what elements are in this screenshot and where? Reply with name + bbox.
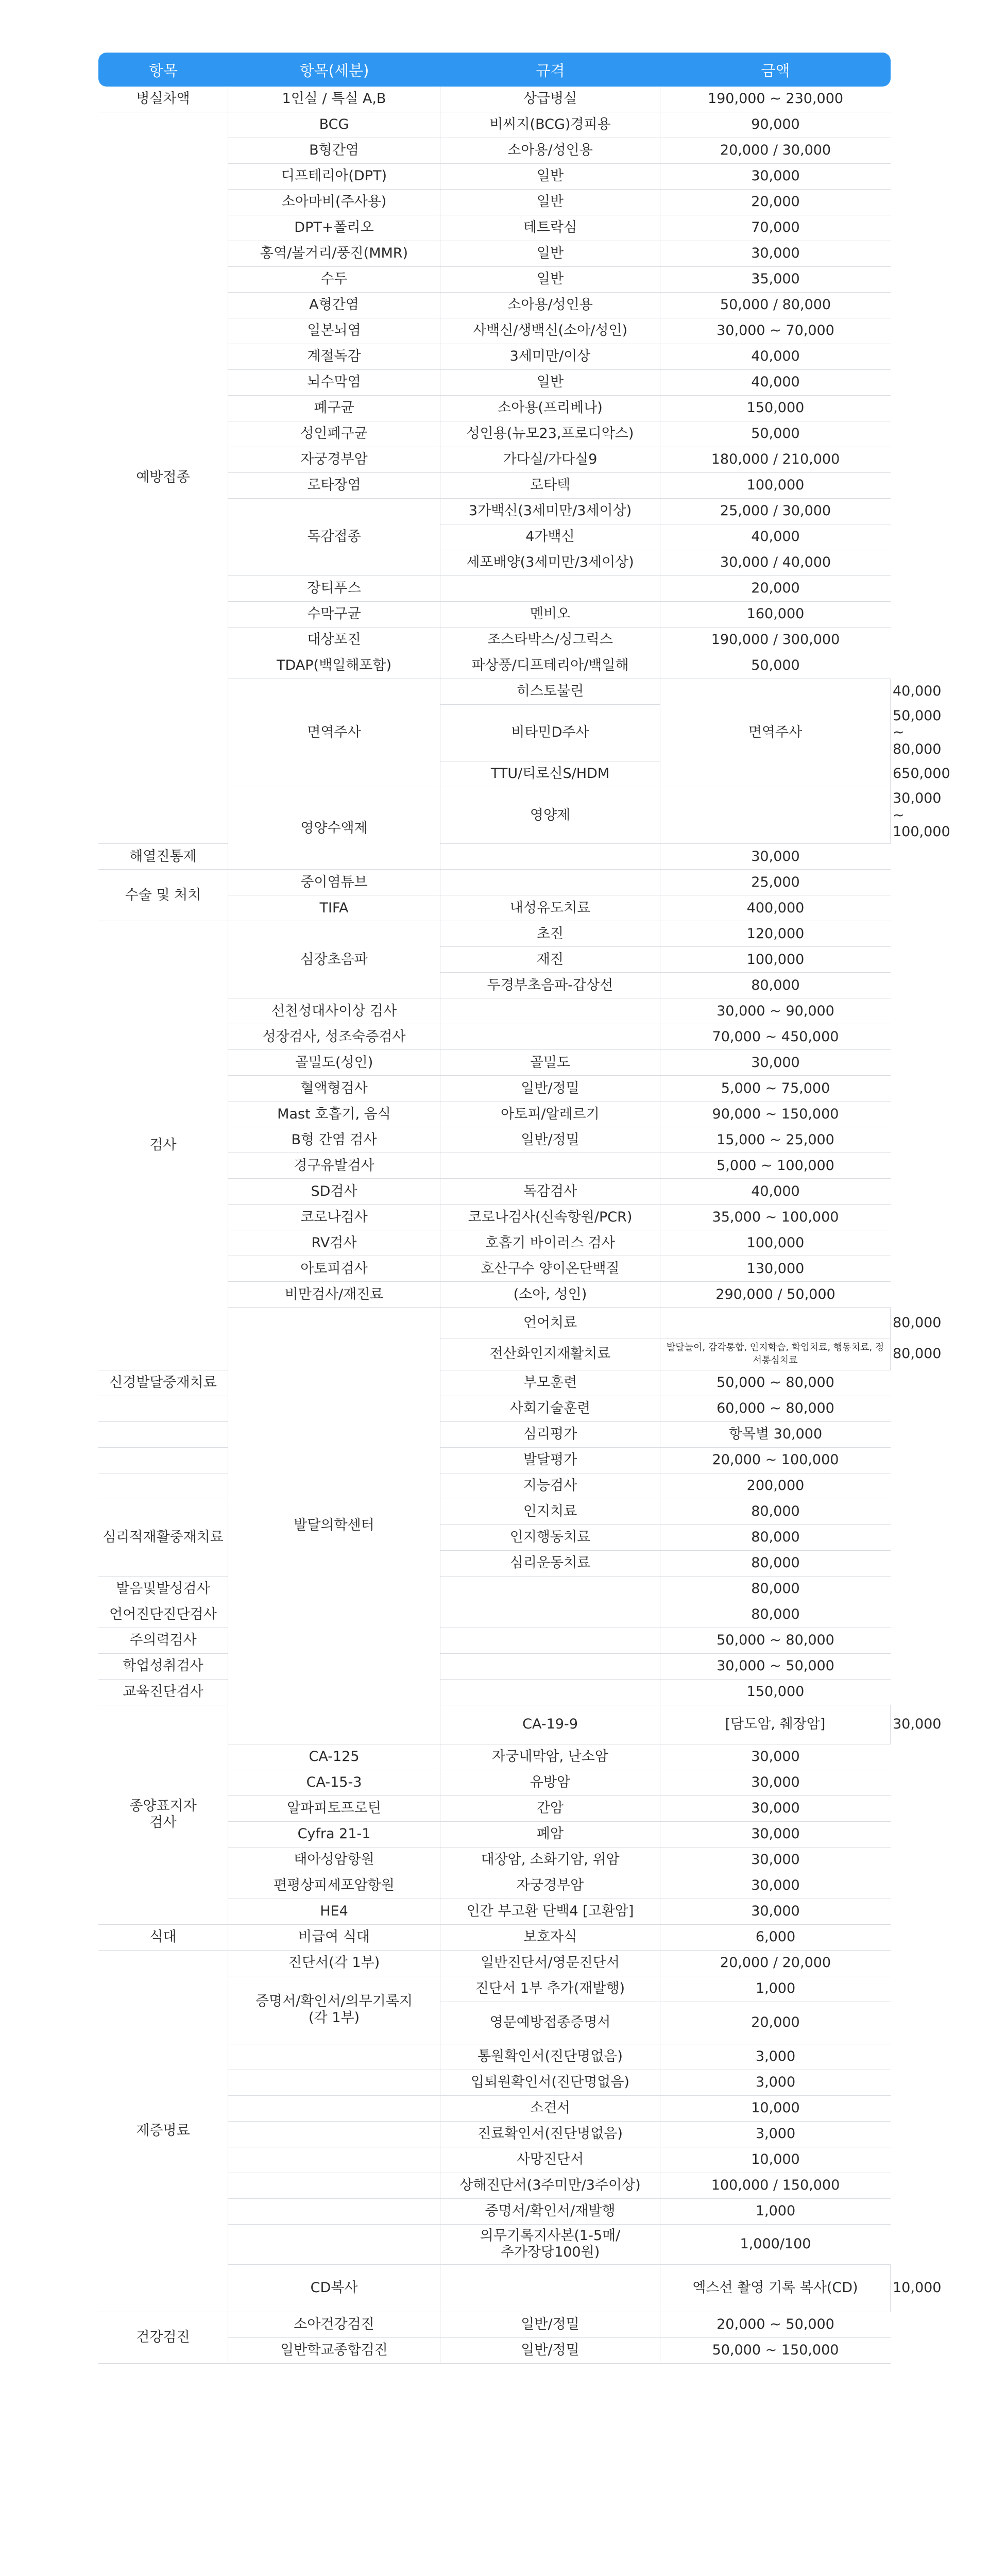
row-subcategory: BCG xyxy=(228,112,440,138)
row-subcategory: 심장초음파 xyxy=(228,921,440,998)
row-subcategory: 1인실 / 특실 A,B xyxy=(228,87,440,112)
row-subcategory: Cyfra 21-1 xyxy=(228,1822,440,1848)
row-subcategory: CA-15-3 xyxy=(228,1770,440,1796)
row-price: 15,000 ~ 25,000 xyxy=(660,1127,891,1153)
row-price: 3,000 xyxy=(660,2070,891,2096)
row-price: 30,000 xyxy=(660,241,891,267)
row-price: 35,000 ~ 100,000 xyxy=(660,1205,891,1230)
row-price: 80,000 xyxy=(660,1551,891,1577)
row-spec: 일반 xyxy=(440,190,660,215)
table-row: 면역주사 히스토불린 면역주사 40,000 xyxy=(98,679,891,705)
row-price: 30,000 ~ 90,000 xyxy=(660,998,891,1024)
row-spec: 골밀도 xyxy=(440,1050,660,1076)
row-spec: 일반/정밀 xyxy=(440,1076,660,1101)
row-spec: 폐암 xyxy=(440,1822,660,1848)
row-subcategory: 진단서(각 1부) xyxy=(228,1951,440,1976)
row-spec xyxy=(440,1628,660,1654)
table-header-row xyxy=(98,53,891,87)
row-price: 50,000 / 80,000 xyxy=(660,293,891,318)
row-spec: 발달놀이, 감각통합, 인지학습, 학업치료, 행동치료, 정서통심치료 xyxy=(660,1338,891,1370)
row-spec: 재진 xyxy=(440,947,660,973)
row-subcategory: SD검사 xyxy=(228,1179,440,1205)
row-spec: 자궁내막암, 난소암 xyxy=(440,1744,660,1770)
row-category: 종양표지자 검사 xyxy=(98,1705,228,1925)
row-price: 60,000 ~ 80,000 xyxy=(660,1396,891,1422)
row-spec: 일반/정밀 xyxy=(440,2338,660,2364)
row-subcategory xyxy=(228,2225,440,2265)
row-subcategory: HE4 xyxy=(228,1899,440,1925)
row-price: 160,000 xyxy=(660,602,891,628)
row-category: 제증명료 xyxy=(98,1951,228,2312)
row-price: 1,000 xyxy=(660,1976,891,2002)
row-price: 30,000 xyxy=(660,1873,891,1899)
row-price: 120,000 xyxy=(660,921,891,947)
row-spec: 성인용(뉴모23,프로디악스) xyxy=(440,421,660,447)
row-price: 20,000 xyxy=(660,576,891,602)
row-price: 150,000 xyxy=(660,396,891,421)
row-subcategory: 알파피토프로틴 xyxy=(228,1796,440,1822)
row-spec: 초진 xyxy=(440,921,660,947)
row-price: 1,000 xyxy=(660,2199,891,2225)
table-row xyxy=(98,1577,891,1602)
row-subcategory: 일본뇌염 xyxy=(228,318,440,344)
row-category: 건강검진 xyxy=(98,2312,228,2364)
row-spec xyxy=(440,576,660,602)
row-spec: 상해진단서(3주미만/3주이상) xyxy=(440,2173,660,2199)
row-subcategory xyxy=(228,2122,440,2147)
row-spec xyxy=(440,870,660,895)
row-spec: 부모훈련 xyxy=(440,1370,660,1396)
row-subcategory: 소아건강검진 xyxy=(228,2312,440,2338)
row-category: 발달의학센터 xyxy=(228,1308,440,1744)
row-subcategory: 비만검사/재진료 xyxy=(228,1282,440,1308)
row-spec: 진단서 1부 추가(재발행) xyxy=(440,1976,660,2002)
row-subcategory: 수두 xyxy=(228,267,440,293)
row-spec: 심리운동치료 xyxy=(440,1551,660,1577)
row-spec: 4가백신 xyxy=(440,524,660,550)
row-subcategory: 대상포진 xyxy=(228,628,440,653)
row-price: 20,000 ~ 100,000 xyxy=(660,1448,891,1473)
row-subcategory: 소아마비(주사용) xyxy=(228,190,440,215)
table-row xyxy=(98,1499,891,1525)
row-spec: 일반 xyxy=(440,370,660,396)
row-subcategory: 주의력검사 xyxy=(98,1628,228,1654)
row-price: 50,000 ~ 150,000 xyxy=(660,2338,891,2364)
row-subcategory: 성인폐구균 xyxy=(228,421,440,447)
row-subcategory: 선천성대사이상 검사 xyxy=(228,998,440,1024)
row-subcategory: 증명서/확인서/의무기록지 (각 1부) xyxy=(228,1976,440,2044)
row-spec xyxy=(440,1024,660,1050)
row-subcategory: 디프테리아(DPT) xyxy=(228,164,440,190)
row-price: 6,000 xyxy=(660,1925,891,1951)
row-subcategory: 학업성취검사 xyxy=(98,1654,228,1680)
row-spec xyxy=(440,998,660,1024)
row-spec: 입퇴원확인서(진단명없음) xyxy=(440,2070,660,2096)
row-subcategory: DPT+폴리오 xyxy=(228,215,440,241)
row-subcategory xyxy=(440,2265,660,2312)
row-spec: 지능검사 xyxy=(440,1473,660,1499)
header-spec: 규격 xyxy=(440,53,660,87)
table-row: TTU/티로신S/HDM 650,000 xyxy=(98,761,891,787)
row-spec: 아토피/알레르기 xyxy=(440,1101,660,1127)
row-price: 30,000 xyxy=(660,1744,891,1770)
row-price: 20,000 xyxy=(660,2002,891,2044)
row-subcategory: 성장검사, 성조숙증검사 xyxy=(228,1024,440,1050)
row-spec: 발달평가 xyxy=(440,1448,660,1473)
table-row xyxy=(98,87,891,112)
row-subcategory xyxy=(228,2173,440,2199)
row-spec: 로타텍 xyxy=(440,473,660,499)
table-row xyxy=(98,1473,891,1499)
row-spec: 소견서 xyxy=(440,2096,660,2122)
row-spec: 사회기술훈련 xyxy=(440,1396,660,1422)
row-spec: 독감검사 xyxy=(440,1179,660,1205)
row-subcategory xyxy=(228,2044,440,2070)
row-spec: 3세미만/이상 xyxy=(440,344,660,370)
row-subcategory: 독감접종 xyxy=(228,499,440,576)
row-subcategory: B형간염 xyxy=(228,138,440,164)
row-price: 70,000 ~ 450,000 xyxy=(660,1024,891,1050)
row-price: 400,000 xyxy=(660,895,891,921)
row-spec: 증명서/확인서/재발행 xyxy=(440,2199,660,2225)
row-subcategory xyxy=(228,2199,440,2225)
row-price: 3,000 xyxy=(660,2122,891,2147)
row-subcategory: 폐구균 xyxy=(228,396,440,421)
row-spec xyxy=(660,787,891,844)
row-spec: 자궁경부암 xyxy=(440,1873,660,1899)
row-price: 190,000 ~ 230,000 xyxy=(660,87,891,112)
table-row: CD복사 엑스선 촬영 기록 복사(CD) 10,000 xyxy=(98,2265,891,2312)
row-spec xyxy=(440,1602,660,1628)
row-price: 40,000 xyxy=(660,370,891,396)
row-price: 40,000 xyxy=(660,524,891,550)
row-category: 수술 및 처치 xyxy=(98,870,228,921)
row-price: 30,000 xyxy=(660,1848,891,1873)
row-spec: 일반/정밀 xyxy=(440,1127,660,1153)
row-subcategory xyxy=(98,1448,228,1473)
row-subcategory: 경구유발검사 xyxy=(228,1153,440,1179)
row-subcategory: 언어진단진단검사 xyxy=(98,1602,228,1628)
table-row xyxy=(98,1925,891,1951)
row-price: 100,000 / 150,000 xyxy=(660,2173,891,2199)
row-subcategory xyxy=(228,2096,440,2122)
row-price: 150,000 xyxy=(660,1680,891,1705)
row-subcategory xyxy=(98,1396,228,1422)
row-price: 80,000 xyxy=(660,1525,891,1551)
table-row: 종양표지자 검사 CA-19-9 [담도암, 췌장암] 30,000 xyxy=(98,1705,891,1744)
row-spec: 인지치료 xyxy=(440,1499,660,1525)
row-spec: 두경부초음파-갑상선 xyxy=(440,973,660,998)
row-price: 80,000 xyxy=(660,1577,891,1602)
row-spec: 3가백신(3세미만/3세이상) xyxy=(440,499,660,524)
row-price: 1,000/100 xyxy=(660,2225,891,2265)
row-spec: 파상풍/디프테리아/백일해 xyxy=(440,653,660,679)
row-price: 100,000 xyxy=(660,947,891,973)
header-subcategory: 항목(세분) xyxy=(228,53,440,87)
row-spec: 호산구수 양이온단백질 xyxy=(440,1256,660,1282)
row-spec: 일반/정밀 xyxy=(440,2312,660,2338)
row-price: 70,000 xyxy=(660,215,891,241)
row-spec: [담도암, 췌장암] xyxy=(660,1705,891,1744)
row-spec: 간암 xyxy=(440,1796,660,1822)
row-subcategory xyxy=(98,1422,228,1448)
row-spec: 세포배양(3세미만/3세이상) xyxy=(440,550,660,576)
table-row xyxy=(98,870,891,895)
row-spec: 진료확인서(진단명없음) xyxy=(440,2122,660,2147)
row-price: 35,000 xyxy=(660,267,891,293)
row-spec: 소아용(프리베나) xyxy=(440,396,660,421)
row-subcategory: 비타민D주사 xyxy=(440,705,660,761)
row-subcategory: TTU/티로신S/HDM xyxy=(440,761,660,787)
row-subcategory: 장티푸스 xyxy=(228,576,440,602)
row-subcategory: RV검사 xyxy=(228,1230,440,1256)
header-category: 항목 xyxy=(98,53,228,87)
row-subcategory xyxy=(98,1473,228,1499)
row-spec: 소아용/성인용 xyxy=(440,138,660,164)
table-row xyxy=(98,1602,891,1628)
row-price: 3,000 xyxy=(660,2044,891,2070)
row-spec: 일반 xyxy=(440,267,660,293)
table-row xyxy=(98,1448,891,1473)
row-subcategory: 비급여 식대 xyxy=(228,1925,440,1951)
row-price: 항목별 30,000 xyxy=(660,1422,891,1448)
row-spec: 인간 부고환 단백4 [고환암] xyxy=(440,1899,660,1925)
row-subcategory xyxy=(228,2147,440,2173)
table-row: 영양수액제 영양제 30,000 ~ 100,000 xyxy=(98,787,891,844)
row-category: CD복사 xyxy=(228,2265,440,2312)
row-spec: 비씨지(BCG)경피용 xyxy=(440,112,660,138)
row-spec: 상급병실 xyxy=(440,87,660,112)
row-subcategory: CA-19-9 xyxy=(440,1705,660,1744)
table-row xyxy=(98,1422,891,1448)
row-spec: 영문예방접종증명서 xyxy=(440,2002,660,2044)
row-category: 면역주사 xyxy=(228,679,440,787)
table-row xyxy=(98,1628,891,1654)
row-category: 식대 xyxy=(98,1925,228,1951)
row-price: 20,000 / 20,000 xyxy=(660,1951,891,1976)
row-spec xyxy=(440,1577,660,1602)
row-price: 20,000 / 30,000 xyxy=(660,138,891,164)
row-subcategory: 아토피검사 xyxy=(228,1256,440,1282)
row-spec xyxy=(440,1153,660,1179)
row-subcategory xyxy=(228,2070,440,2096)
table-row xyxy=(98,844,891,870)
row-price: 10,000 xyxy=(660,2096,891,2122)
row-price: 80,000 xyxy=(660,1499,891,1525)
row-price: 10,000 xyxy=(660,2147,891,2173)
row-subcategory: TIFA xyxy=(228,895,440,921)
row-subcategory: 신경발달중재치료 xyxy=(98,1370,228,1396)
row-price: 30,000 xyxy=(660,1796,891,1822)
row-price: 25,000 xyxy=(660,870,891,895)
table-row xyxy=(98,1654,891,1680)
row-subcategory: B형 간염 검사 xyxy=(228,1127,440,1153)
row-subcategory: 홍역/볼거리/풍진(MMR) xyxy=(228,241,440,267)
table-row xyxy=(98,1370,891,1396)
row-price: 50,000 xyxy=(660,653,891,679)
fee-table xyxy=(98,53,950,2364)
table-row: 전산화인지재활치료 발달놀이, 감각통합, 인지학습, 학업치료, 행동치료, 정서통심치료 80,000 xyxy=(98,1338,891,1370)
row-price: 30,000 xyxy=(660,1050,891,1076)
row-spec: 통원확인서(진단명없음) xyxy=(440,2044,660,2070)
row-price: 50,000 ~ 80,000 xyxy=(660,1370,891,1396)
row-price: 30,000 xyxy=(660,164,891,190)
row-price: 5,000 ~ 75,000 xyxy=(660,1076,891,1101)
row-subcategory: 혈액형검사 xyxy=(228,1076,440,1101)
row-subcategory: 편평상피세포암항원 xyxy=(228,1873,440,1899)
table-row xyxy=(98,921,891,947)
row-spec xyxy=(440,1680,660,1705)
row-spec: 인지행동치료 xyxy=(440,1525,660,1551)
row-spec: 면역주사 xyxy=(660,679,891,787)
row-subcategory: 수막구균 xyxy=(228,602,440,628)
table-row: 발달의학센터 언어치료 80,000 xyxy=(98,1308,891,1338)
row-price: 30,000 xyxy=(660,1770,891,1796)
row-subcategory: 계절독감 xyxy=(228,344,440,370)
row-price: 5,000 ~ 100,000 xyxy=(660,1153,891,1179)
row-subcategory: 코로나검사 xyxy=(228,1205,440,1230)
row-category: 예방접종 xyxy=(98,112,228,844)
header-price: 금액 xyxy=(660,53,891,87)
fee-table-body xyxy=(98,87,950,2364)
row-subcategory: 자궁경부암 xyxy=(228,447,440,473)
row-price: 30,000 xyxy=(660,1899,891,1925)
row-price: 50,000 xyxy=(660,421,891,447)
row-spec: 대장암, 소화기암, 위암 xyxy=(440,1848,660,1873)
row-price: 90,000 ~ 150,000 xyxy=(660,1101,891,1127)
row-price: 200,000 xyxy=(660,1473,891,1499)
row-subcategory: 해열진통제 xyxy=(98,844,228,870)
row-subcategory: 중이염튜브 xyxy=(228,870,440,895)
row-subcategory: 심리적재활중재치료 xyxy=(98,1499,228,1577)
table-row xyxy=(98,1951,891,1976)
row-subcategory: CA-125 xyxy=(228,1744,440,1770)
row-spec xyxy=(440,1654,660,1680)
row-spec xyxy=(440,844,660,870)
row-spec: 소아용/성인용 xyxy=(440,293,660,318)
row-subcategory: 발음및발성검사 xyxy=(98,1577,228,1602)
row-subcategory: 뇌수막염 xyxy=(228,370,440,396)
row-category: 영양수액제 xyxy=(228,787,440,870)
row-spec: 의무기록지사본(1-5매/ 추가장당100원) xyxy=(440,2225,660,2265)
row-subcategory: 영양제 xyxy=(440,787,660,844)
row-category: 검사 xyxy=(98,921,228,1370)
row-price: 20,000 ~ 50,000 xyxy=(660,2312,891,2338)
table-row xyxy=(98,2312,891,2338)
row-spec: 사망진단서 xyxy=(440,2147,660,2173)
row-spec: 내성유도치료 xyxy=(440,895,660,921)
table-row xyxy=(98,112,891,138)
row-spec xyxy=(660,1308,891,1338)
row-price: 80,000 xyxy=(660,973,891,998)
row-spec: 보호자식 xyxy=(440,1925,660,1951)
row-price: 90,000 xyxy=(660,112,891,138)
row-spec: 엑스선 촬영 기록 복사(CD) xyxy=(660,2265,891,2312)
row-price: 30,000 xyxy=(660,1822,891,1848)
row-spec: 멘비오 xyxy=(440,602,660,628)
row-spec: 코로나검사(신속항원/PCR) xyxy=(440,1205,660,1230)
row-price: 30,000 ~ 50,000 xyxy=(660,1654,891,1680)
row-price: 30,000 xyxy=(660,844,891,870)
row-subcategory: 언어치료 xyxy=(440,1308,660,1338)
row-price: 20,000 xyxy=(660,190,891,215)
row-subcategory: 히스토불린 xyxy=(440,679,660,705)
row-spec: 가다실/가다실9 xyxy=(440,447,660,473)
row-subcategory: 골밀도(성인) xyxy=(228,1050,440,1076)
row-subcategory: 교육진단검사 xyxy=(98,1680,228,1705)
row-price: 100,000 xyxy=(660,1230,891,1256)
row-price: 290,000 / 50,000 xyxy=(660,1282,891,1308)
row-price: 180,000 / 210,000 xyxy=(660,447,891,473)
row-spec: 유방암 xyxy=(440,1770,660,1796)
row-price: 30,000 ~ 70,000 xyxy=(660,318,891,344)
row-subcategory: 태아성암항원 xyxy=(228,1848,440,1873)
table-row xyxy=(98,1396,891,1422)
row-price: 30,000 / 40,000 xyxy=(660,550,891,576)
row-spec: (소아, 성인) xyxy=(440,1282,660,1308)
row-price: 40,000 xyxy=(660,1179,891,1205)
row-price: 25,000 / 30,000 xyxy=(660,499,891,524)
row-price: 50,000 ~ 80,000 xyxy=(660,1628,891,1654)
table-row: 비타민D주사 50,000 ~ 80,000 xyxy=(98,705,891,761)
row-category: 병실차액 xyxy=(98,87,228,112)
row-subcategory: A형간염 xyxy=(228,293,440,318)
row-price: 190,000 / 300,000 xyxy=(660,628,891,653)
row-spec: 테트락심 xyxy=(440,215,660,241)
table-row xyxy=(98,1680,891,1705)
row-subcategory: 전산화인지재활치료 xyxy=(440,1338,660,1370)
row-price: 130,000 xyxy=(660,1256,891,1282)
row-subcategory: Mast 호흡기, 음식 xyxy=(228,1101,440,1127)
row-spec: 일반진단서/영문진단서 xyxy=(440,1951,660,1976)
row-spec: 조스타박스/싱그릭스 xyxy=(440,628,660,653)
row-subcategory: 로타장염 xyxy=(228,473,440,499)
row-subcategory: TDAP(백일해포함) xyxy=(228,653,440,679)
row-spec: 사백신/생백신(소아/성인) xyxy=(440,318,660,344)
row-subcategory: 일반학교종합검진 xyxy=(228,2338,440,2364)
row-price: 100,000 xyxy=(660,473,891,499)
row-spec: 심리평가 xyxy=(440,1422,660,1448)
row-price: 40,000 xyxy=(660,344,891,370)
row-price: 80,000 xyxy=(660,1602,891,1628)
row-spec: 호흡기 바이러스 검사 xyxy=(440,1230,660,1256)
row-spec: 일반 xyxy=(440,164,660,190)
row-spec: 일반 xyxy=(440,241,660,267)
